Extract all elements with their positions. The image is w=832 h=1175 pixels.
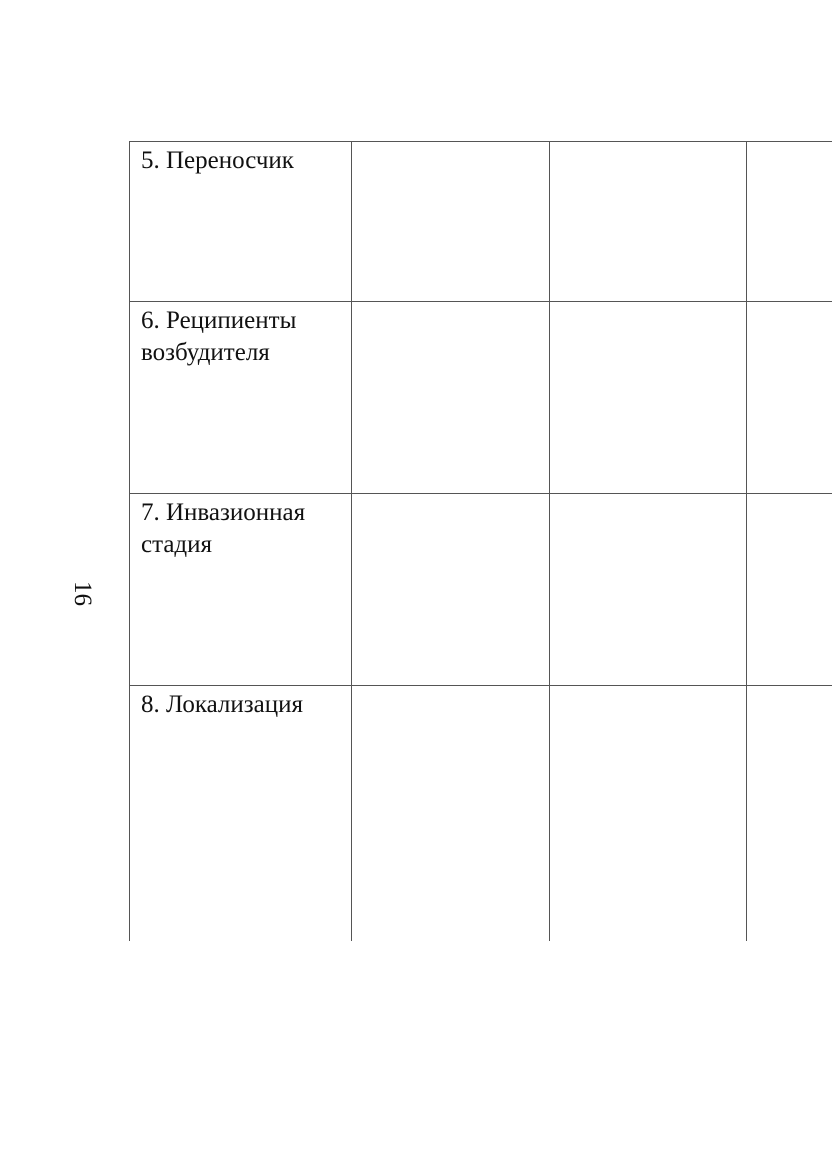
table-cell xyxy=(550,494,747,686)
table-cell xyxy=(747,494,832,686)
row-label-cell: 6. Реципиенты возбудителя xyxy=(130,302,352,494)
table-container xyxy=(129,141,832,941)
row-label-cell: 5. Переносчик xyxy=(130,142,352,302)
table-row xyxy=(130,302,832,494)
table-cell xyxy=(550,302,747,494)
table-cell xyxy=(747,686,832,942)
page-number: 16 xyxy=(69,581,96,606)
table-cell xyxy=(550,686,747,942)
table-cell xyxy=(352,686,550,942)
table-cell xyxy=(747,302,832,494)
table-cell xyxy=(352,142,550,302)
row-label-cell: 8. Локализация xyxy=(130,686,352,942)
row-label-cell: 7. Инвазионная стадия xyxy=(130,494,352,686)
table-row xyxy=(130,686,832,942)
table-cell xyxy=(550,142,747,302)
table-row xyxy=(130,142,832,302)
data-table xyxy=(129,141,832,941)
table-row xyxy=(130,494,832,686)
table-cell xyxy=(747,142,832,302)
table-cell xyxy=(352,302,550,494)
table-cell xyxy=(352,494,550,686)
